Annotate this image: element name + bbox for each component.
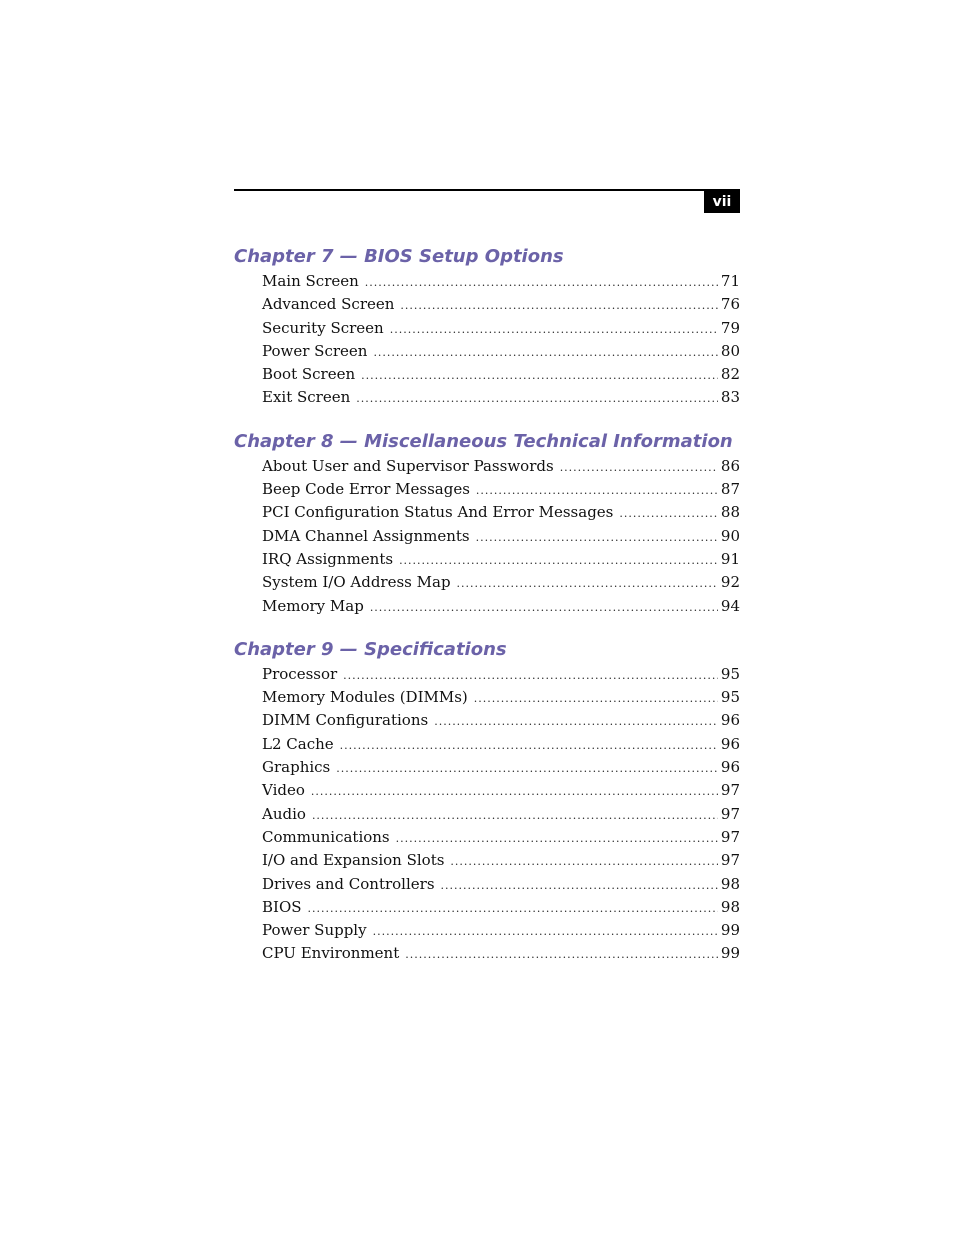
- toc-entry[interactable]: [262, 919, 740, 942]
- toc-entry-page: 97: [720, 827, 740, 846]
- dot-leader: [312, 804, 718, 827]
- toc-entry-label: L2 Cache: [262, 734, 334, 753]
- toc-entry[interactable]: [262, 363, 740, 386]
- toc-entry-label: Advanced Screen: [262, 295, 395, 314]
- toc-entry-page: 79: [720, 318, 740, 337]
- dot-leader: [336, 757, 718, 780]
- toc-entry-label: DMA Channel Assignments: [262, 526, 470, 545]
- toc-entry-label: Main Screen: [262, 272, 359, 290]
- dot-leader: [308, 897, 718, 920]
- toc-entry-label: System I/O Address Map: [262, 573, 451, 592]
- toc-entry-page: 71: [720, 272, 740, 290]
- toc-entry-label: Power Supply: [262, 921, 367, 940]
- dot-leader: [373, 341, 717, 364]
- toc-entry-page: 98: [720, 897, 740, 916]
- dot-leader: [311, 780, 718, 803]
- toc-entry-page: 87: [720, 480, 740, 499]
- dot-leader: [370, 596, 718, 619]
- toc-entry[interactable]: [262, 386, 740, 409]
- toc-entry[interactable]: [262, 478, 740, 501]
- dot-leader: [560, 456, 718, 479]
- toc-entry-page: 96: [720, 711, 740, 730]
- dot-leader: [476, 526, 718, 549]
- toc-entry[interactable]: [262, 803, 740, 826]
- toc-entry-page: 86: [720, 456, 740, 475]
- toc-entry[interactable]: [262, 595, 740, 618]
- toc-entry[interactable]: [262, 709, 740, 732]
- dot-leader: [343, 664, 718, 687]
- toc-entry-page: 97: [720, 804, 740, 823]
- chapter-9-title[interactable]: Chapter 9 — Specifications: [234, 638, 507, 660]
- dot-leader: [365, 271, 718, 294]
- toc-entry[interactable]: [262, 525, 740, 548]
- toc-entry-page: 83: [720, 388, 740, 407]
- toc-entry[interactable]: [262, 317, 740, 340]
- dot-leader: [450, 850, 717, 873]
- dot-leader: [356, 387, 718, 410]
- toc-entry-page: 94: [720, 596, 740, 615]
- toc-entry-page: 82: [720, 365, 740, 384]
- chapter-8-title[interactable]: Chapter 8 — Miscellaneous Technical Information: [234, 430, 733, 452]
- toc-entry-label: Communications: [262, 827, 390, 846]
- dot-leader: [396, 827, 718, 850]
- dot-leader: [390, 318, 718, 341]
- chapter-7-title[interactable]: Chapter 7 — BIOS Setup Options: [234, 246, 564, 267]
- dot-leader: [405, 943, 718, 966]
- toc-entry[interactable]: [262, 779, 740, 802]
- toc-entry[interactable]: [262, 501, 740, 524]
- toc-entry[interactable]: [262, 849, 740, 872]
- toc-entry-label: Processor: [262, 664, 338, 683]
- page-number-tab: vii: [704, 191, 740, 213]
- toc-entry[interactable]: [262, 826, 740, 849]
- toc-entry-label: Security Screen: [262, 318, 384, 337]
- toc-entry[interactable]: [262, 873, 740, 896]
- toc-entry-page: 88: [720, 503, 740, 522]
- toc-entry-label: Beep Code Error Messages: [262, 480, 470, 499]
- toc-entry-label: DIMM Configurations: [262, 711, 429, 730]
- chapter-8-section: [234, 429, 740, 618]
- toc-entry-page: 98: [720, 874, 740, 893]
- toc-entry-label: About User and Supervisor Passwords: [262, 456, 554, 475]
- toc-entry[interactable]: [262, 270, 740, 293]
- chapter-9-section: [234, 637, 740, 966]
- toc-entry-label: Boot Screen: [262, 365, 356, 384]
- toc-entry-page: 96: [720, 734, 740, 753]
- toc-entry[interactable]: [262, 896, 740, 919]
- toc-entry-label: Graphics: [262, 758, 331, 777]
- dot-leader: [340, 734, 718, 757]
- toc-entry-page: 97: [720, 851, 740, 870]
- dot-leader: [399, 549, 718, 572]
- chapter-7-section: [234, 244, 740, 410]
- toc-entry-page: 80: [720, 341, 740, 360]
- toc-entry[interactable]: [262, 733, 740, 756]
- dot-leader: [373, 920, 718, 943]
- toc-entry[interactable]: [262, 455, 740, 478]
- toc-entry-label: IRQ Assignments: [262, 549, 394, 568]
- toc-entry-page: 97: [720, 781, 740, 800]
- toc-entry-label: Exit Screen: [262, 388, 351, 407]
- toc-entry[interactable]: [262, 548, 740, 571]
- toc-entry-page: 90: [720, 526, 740, 545]
- toc-entry-page: 95: [720, 688, 740, 707]
- toc-entry-label: Audio: [262, 804, 306, 823]
- toc-entry-page: 99: [720, 921, 740, 940]
- toc-entry-label: Memory Modules (DIMMs): [262, 688, 468, 707]
- table-of-contents: [234, 244, 740, 985]
- toc-entry-label: Drives and Controllers: [262, 874, 435, 893]
- toc-entry[interactable]: [262, 663, 740, 686]
- dot-leader: [476, 479, 718, 502]
- toc-entry[interactable]: [262, 571, 740, 594]
- toc-entry-page: 91: [720, 549, 740, 568]
- dot-leader: [361, 364, 718, 387]
- toc-entry-page: 95: [720, 664, 740, 683]
- toc-entry[interactable]: [262, 340, 740, 363]
- toc-entry-label: I/O and Expansion Slots: [262, 851, 445, 870]
- toc-entry-page: 99: [720, 944, 740, 963]
- toc-entry-page: 92: [720, 573, 740, 592]
- dot-leader: [400, 294, 717, 317]
- toc-entry-label: PCI Configuration Status And Error Messages: [262, 503, 614, 522]
- dot-leader: [619, 502, 718, 525]
- toc-entry-page: 76: [720, 295, 740, 314]
- dot-leader: [434, 710, 718, 733]
- dot-leader: [457, 572, 718, 595]
- toc-entry[interactable]: [262, 686, 740, 709]
- toc-entry-label: Power Screen: [262, 341, 368, 360]
- toc-entry-label: BIOS: [262, 897, 302, 916]
- header-rule: [234, 189, 740, 191]
- toc-entry-label: CPU Environment: [262, 944, 400, 963]
- toc-entry-label: Video: [262, 781, 305, 800]
- toc-entry[interactable]: [262, 293, 740, 316]
- toc-entry-label: Memory Map: [262, 596, 364, 615]
- toc-entry[interactable]: [262, 942, 740, 965]
- toc-entry-page: 96: [720, 758, 740, 777]
- toc-entry[interactable]: [262, 756, 740, 779]
- dot-leader: [474, 687, 718, 710]
- dot-leader: [441, 874, 718, 897]
